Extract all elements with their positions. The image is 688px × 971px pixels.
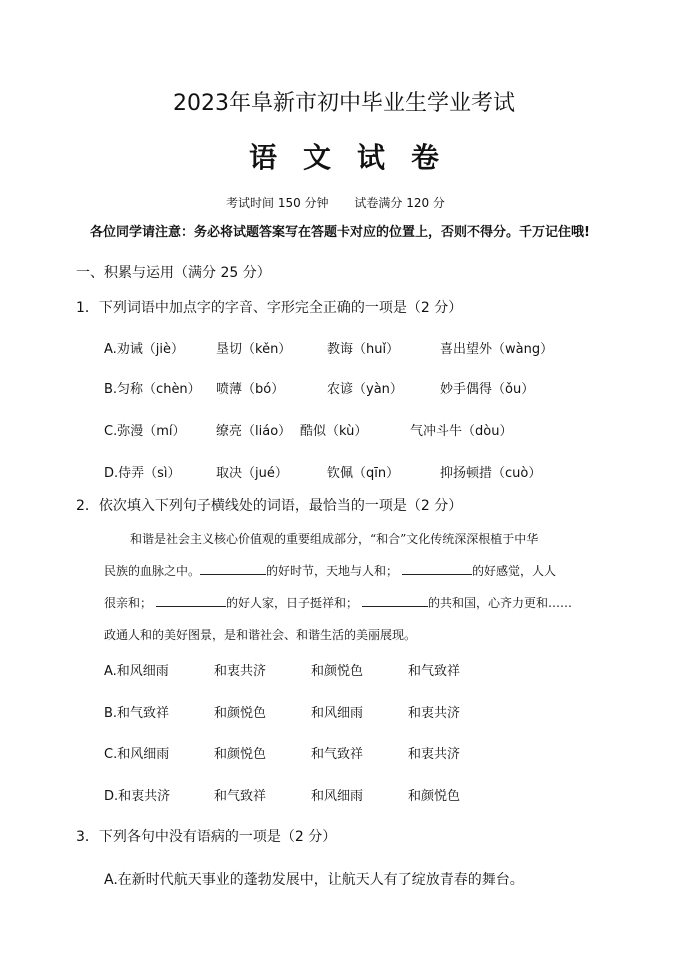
- q2-option-c-3: 和气致祥: [311, 747, 364, 762]
- exam-subject: 语文试卷: [248, 141, 465, 174]
- q2-passage-text: 的好人家，日子挺祥和；: [226, 596, 359, 610]
- q1-option-c-4: 气冲斗牛（dòu）: [410, 424, 513, 439]
- q1-option-b-4: 妙手偶得（ǒu）: [440, 382, 535, 397]
- q1-option-c-2: 缭亮（liáo）: [216, 424, 292, 439]
- q3-option-a: A.在新时代航天事业的蓬勃发展中，让航天人有了绽放青春的舞台。: [104, 872, 524, 888]
- exam-time: 考试时间 150 分钟: [226, 196, 329, 210]
- q2-option-a-3: 和颜悦色: [311, 664, 364, 679]
- q2-option-d-1: D.和衷共济: [104, 789, 171, 804]
- q1-option-b-1: B.匀称（chèn）: [104, 382, 201, 397]
- q2-passage-line-2: [104, 562, 556, 579]
- q2-passage-line-3: [104, 594, 572, 611]
- q1-option-a-1: A.劝诫（jiè）: [104, 342, 185, 357]
- q1-option-b-3: 农谚（yàn）: [327, 382, 403, 397]
- q1-option-a-3: 教诲（huǐ）: [327, 342, 400, 357]
- q1-option-a-4: 喜出望外（wàng）: [440, 342, 554, 357]
- q2-option-c-4: 和衷共济: [408, 747, 461, 762]
- q2-passage-text: 民族的血脉之中。: [104, 564, 201, 578]
- q2-passage-text: 政通人和的美好图景，是和谐社会、和谐生活的美丽展现。: [104, 628, 417, 642]
- q2-passage-text: 的好感觉，人人: [472, 564, 557, 578]
- q2-option-d-4: 和颜悦色: [408, 789, 461, 804]
- exam-score: 试卷满分 120 分: [354, 196, 445, 210]
- fill-blank: [156, 594, 226, 607]
- question-1-stem: 1．下列词语中加点字的字音、字形完全正确的一项是（2 分）: [76, 300, 463, 316]
- q2-option-b-4: 和衷共济: [408, 706, 461, 721]
- q2-option-a-2: 和衷共济: [214, 664, 267, 679]
- q2-option-c-1: C.和风细雨: [104, 747, 170, 762]
- q2-passage-line-1: [130, 530, 538, 547]
- section-title: 一、积累与运用（满分 25 分）: [76, 265, 271, 281]
- question-3-stem: 3．下列各句中没有语病的一项是（2 分）: [76, 829, 337, 845]
- exam-meta: [226, 194, 445, 211]
- q2-option-d-2: 和气致祥: [214, 789, 267, 804]
- q1-option-b-2: 喷薄（bó）: [216, 382, 285, 397]
- q2-option-b-1: B.和气致祥: [104, 706, 170, 721]
- q2-option-b-2: 和颜悦色: [214, 706, 267, 721]
- q1-option-d-2: 取决（jué）: [216, 466, 288, 481]
- q2-passage-text: 的共和国，心齐力更和……: [428, 596, 573, 610]
- q2-option-d-3: 和风细雨: [311, 789, 364, 804]
- q2-option-b-3: 和风细雨: [311, 706, 364, 721]
- q1-option-c-3: 酷似（kù）: [300, 424, 368, 439]
- q2-passage-text: 的好时节，天地与人和；: [266, 564, 399, 578]
- q2-option-c-2: 和颜悦色: [214, 747, 267, 762]
- q2-option-a-1: A.和风细雨: [104, 664, 169, 679]
- fill-blank: [200, 562, 266, 575]
- exam-title: 2023年阜新市初中毕业生学业考试: [173, 91, 515, 116]
- question-2-stem: 2．依次填入下列句子横线处的词语，最恰当的一项是（2 分）: [76, 498, 463, 514]
- q2-passage-line-4: [104, 626, 416, 643]
- q1-option-c-1: C.弥漫（mí）: [104, 424, 186, 439]
- q1-option-d-3: 钦佩（qīn）: [327, 466, 400, 481]
- fill-blank: [402, 562, 472, 575]
- q2-passage-text: 很亲和；: [104, 596, 153, 610]
- q1-option-a-2: 垦切（kěn）: [216, 342, 292, 357]
- q2-option-a-4: 和气致祥: [408, 664, 461, 679]
- exam-notice: 各位同学请注意：务必将试题答案写在答题卡对应的位置上，否则不得分。千万记住哦!: [90, 225, 590, 240]
- q1-option-d-4: 抑扬顿措（cuò）: [440, 466, 542, 481]
- q2-passage-text: 和谐是社会主义核心价值观的重要组成部分，“和合”文化传统深深根植于中华: [130, 532, 539, 546]
- q1-option-d-1: D.侍弄（sì）: [104, 466, 181, 481]
- fill-blank: [362, 594, 428, 607]
